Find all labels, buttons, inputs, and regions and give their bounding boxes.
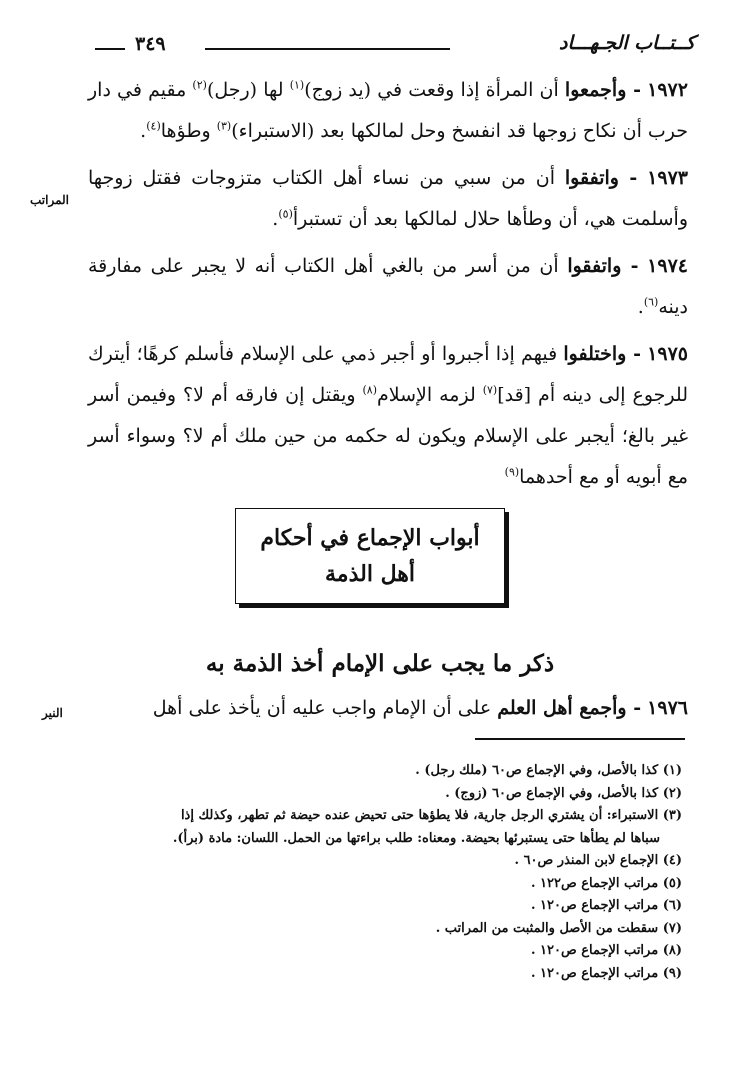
- footnote-separator: [475, 738, 685, 740]
- item-number: ١٩٧٣: [647, 167, 688, 189]
- footnote-ref: (٣): [216, 119, 232, 133]
- keyword: واتفقوا: [564, 167, 619, 189]
- footnote: (٤) الإجماع لابن المنذر ص٦٠ .: [514, 853, 682, 868]
- footnote: (٩) مراتب الإجماع ص١٢٠ .: [530, 965, 682, 981]
- header-rule-short: [95, 48, 125, 50]
- keyword: وأجمع أهل العلم: [497, 697, 627, 719]
- header-rule: [205, 48, 450, 50]
- footnote: (٥) مراتب الإجماع ص١٢٢ .: [530, 875, 682, 891]
- text: مقيم في دار حرب أن نكاح زوجها قد انفسخ وحل لمالكها بعد (الاستبراء): [88, 79, 688, 142]
- footnote: (١) كذا بالأصل، وفي الإجماع ص٦٠ (ملك رجل) .: [415, 763, 682, 778]
- text: أن المرأة إذا وقعت في (يد زوج): [304, 79, 559, 101]
- running-header: [95, 32, 695, 62]
- keyword: واتفقوا: [567, 255, 622, 277]
- paragraph-1973: ١٩٧٣ - واتفقوا أن من سبي من نساء أهل الكتاب متزوجات فقتل زوجها وأسلمت هي، أن وطأها حلال لمالكها بعد أن تستبرأ$^{(٥)}$.: [88, 167, 688, 230]
- margin-note-maratib: المراتب: [30, 193, 70, 207]
- keyword: واختلفوا: [563, 343, 627, 365]
- footnote: (٣) الاستبراء: أن يشتري الرجل جارية، فلا يطؤها حتى تحيض عنده حيضة ثم تطهر، وكذلك إذا: [180, 808, 682, 823]
- footnote: (٢) كذا بالأصل، وفي الإجماع ص٦٠ (زوج) .: [445, 785, 682, 801]
- paragraph-1976: ١٩٧٦ - وأجمع أهل العلم على أن الإمام واجب عليه أن يأخذ على أهل: [152, 697, 688, 719]
- book-title: كــتــاب الجـهـــاد: [559, 32, 695, 54]
- footnote: (٦) مراتب الإجماع ص١٢٠ .: [530, 898, 682, 913]
- footnote: (٨) مراتب الإجماع ص١٢٠ .: [530, 943, 682, 958]
- footnote: (٧) سقطت من الأصل والمثبت من المراتب .: [435, 920, 682, 936]
- footnote-ref: (٧): [482, 383, 498, 397]
- text: فيهم إذا أجبروا أو أجبر ذمي على الإسلام فأسلم كرهًا؛ أيترك للرجوع إلى دينه أم [قد]: [88, 343, 688, 406]
- text: لها (رجل): [206, 79, 284, 101]
- text: ويقتل إن فارقه أم لا؟ وفيمن أسر غير بالغ؛ أيجبر على الإسلام ويكون له حكمه من حين ملك أم لا؟ وسواء أسر مع أبويه أو مع أحدهما: [88, 384, 688, 488]
- text: أن من أسر من بالغي أهل الكتاب أنه لا يجبر على مفارقة دينه: [88, 255, 688, 318]
- footnote-ref: (٩): [504, 465, 520, 479]
- footnote-ref: (٥): [278, 207, 293, 221]
- page-number: ٣٤٩: [135, 33, 166, 55]
- paragraph-1972: ١٩٧٢ - وأجمعوا أن المرأة إذا وقعت في (يد زوج)$^{(١)}$ لها (رجل)$^{(٢)}$ مقيم في دار حرب أن نكاح زوجها قد انفسخ وحل لمالكها بعد (الاستبراء)$^{(٣)}$ وطؤها$^{(٤)}$.: [88, 78, 688, 142]
- item-number: ١٩٧٤: [647, 255, 688, 277]
- item-number: ١٩٧٥: [647, 343, 688, 365]
- footnote-ref: (٤): [146, 119, 161, 133]
- footnote-ref: (٢): [192, 78, 207, 92]
- footnote-continuation-text: سباها لم يطأها حتى يستبرئها بحيضة. ومعناه: طلب براءتها من الحمل. اللسان: مادة (برأ).: [172, 830, 660, 846]
- margin-note-nayyir: النير: [42, 706, 63, 720]
- chapter-heading-box: [235, 508, 505, 604]
- section-title: ذكر ما يجب على الإمام أخذ الذمة به: [205, 650, 555, 677]
- main-text: [88, 70, 688, 504]
- text: وطؤها: [160, 120, 211, 142]
- keyword: وأجمعوا: [564, 79, 627, 101]
- paragraph-1974: ١٩٧٤ - واتفقوا أن من أسر من بالغي أهل الكتاب أنه لا يجبر على مفارقة دينه$^{(٦)}$.: [88, 255, 688, 318]
- footnotes: [88, 760, 688, 985]
- footnote-ref: (١): [289, 78, 305, 92]
- footnote-continuation: [88, 828, 688, 851]
- text: أن من سبي من نساء أهل الكتاب متزوجات فقتل زوجها وأسلمت هي، أن وطأها حلال لمالكها بعد أن تستبرأ: [88, 167, 688, 230]
- text: .: [140, 120, 147, 142]
- text: لزمه الإسلام: [377, 384, 476, 406]
- paragraph-1975: ١٩٧٥ - واختلفوا فيهم إذا أجبروا أو أجبر ذمي على الإسلام فأسلم كرهًا؛ أيترك للرجوع إلى دينه أم [قد]$^{(٧)}$ لزمه الإسلام$^{(٨)}$ ويقتل إن فارقه أم لا؟ وفيمن أسر غير بالغ؛ أيجبر على الإسلام ويكون له حكمه من حين ملك أم لا؟ وسواء أسر مع أبويه أو مع أحدهما$^{(٩)}$: [88, 343, 688, 488]
- text: .: [637, 296, 644, 318]
- chapter-heading: أبواب الإجماع في أحكام أهل الذمة: [260, 525, 480, 587]
- text: على أن الإمام واجب عليه أن يأخذ على أهل: [152, 697, 492, 719]
- footnote-ref: (٨): [362, 383, 378, 397]
- item-number: ١٩٧٦: [647, 697, 688, 719]
- footnote-ref: (٦): [643, 295, 659, 309]
- text: .: [272, 208, 279, 230]
- item-number: ١٩٧٢: [647, 79, 688, 101]
